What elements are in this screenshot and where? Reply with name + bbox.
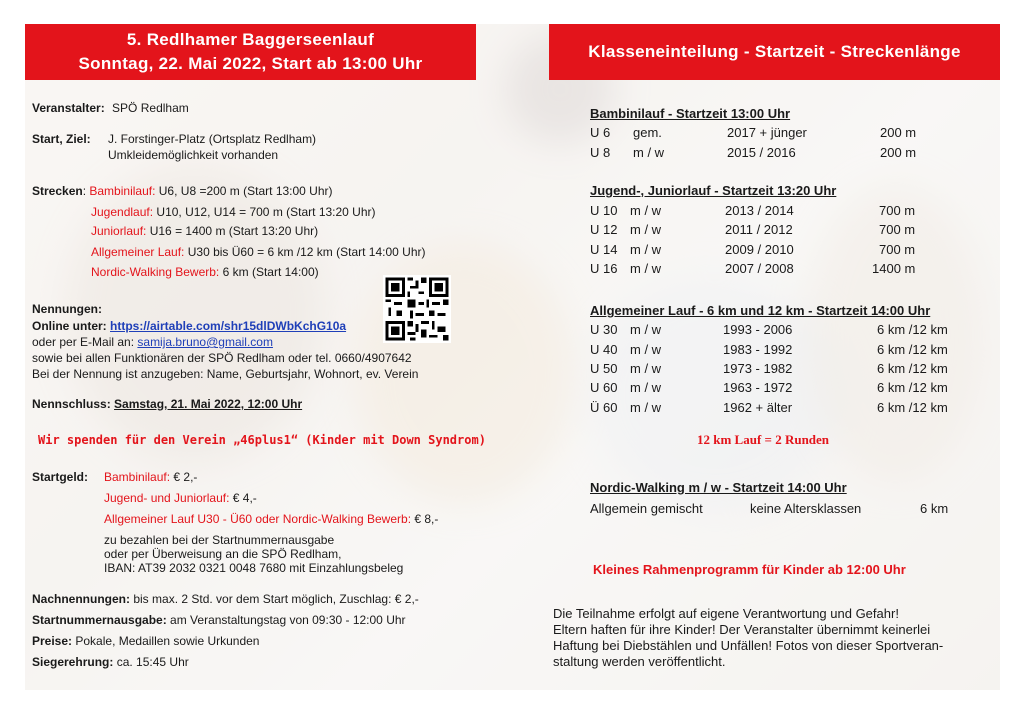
disclaimer-line1: Die Teilnahme erfolgt auf eigene Verantwortung und Gefahr! [553, 606, 899, 621]
class-cell: U 30 [590, 322, 618, 337]
online-row [32, 319, 346, 333]
startgeld-row-1 [104, 491, 257, 505]
startgeld-note2: oder per Überweisung an die SPÖ Redlham, [104, 547, 342, 561]
event-title: 5. Redlhamer Baggerseenlauf [126, 30, 375, 49]
strecke-detail: U30 bis Ü60 = 6 km /12 km (Start 14:00 Uhr) [187, 245, 426, 259]
preise-value: Pokale, Medaillen sowie Urkunden [75, 634, 260, 648]
table-row [590, 145, 917, 160]
class-cell: U 14 [590, 242, 618, 257]
nennschluss-row [32, 397, 302, 411]
bambini-title: Bambinilauf - Startzeit 13:00 Uhr [590, 106, 791, 121]
start-ziel-label: Start, Ziel: [32, 132, 91, 146]
startgeld-note3: IBAN: AT39 2032 0321 0048 7680 mit Einzahlungsbeleg [104, 561, 404, 575]
strecke-name: Allgemeiner Lauf: [91, 245, 185, 259]
nennungen-label: Nennungen: [32, 302, 102, 316]
runden-note: 12 km Lauf = 2 Runden [697, 432, 830, 447]
jugend-title: Jugend-, Juniorlauf - Startzeit 13:20 Uhr [590, 183, 837, 198]
table-row [590, 380, 948, 395]
class-cell: U 8 [590, 145, 611, 160]
nachnennungen-value: bis max. 2 Std. vor dem Start möglich, Zuschlag: € 2,- [133, 592, 419, 606]
veranstalter-value: SPÖ Redlham [112, 101, 189, 115]
nennschluss-value: Samstag, 21. Mai 2022, 12:00 Uhr [114, 397, 303, 411]
sex-cell: m / w [630, 380, 662, 395]
class-cell: U 16 [590, 261, 618, 276]
startnummernausgabe-row [32, 613, 406, 627]
funktionaere-line: sowie bei allen Funktionären der SPÖ Redlham oder tel. 0660/4907642 [32, 351, 412, 365]
sex-cell: gem. [633, 125, 662, 140]
siegerehrung-value: ca. 15:45 Uhr [116, 655, 189, 669]
distance-cell: 700 m [879, 222, 916, 237]
distance-cell: 6 km /12 km [877, 380, 948, 395]
online-label: Online unter: [32, 319, 107, 333]
disclaimer-line2: Eltern haften für ihre Kinder! Der Veranstalter übernimmt keinerlei [553, 622, 931, 637]
startnummernausgabe-value: am Veranstaltungstag von 09:30 - 12:00 Uhr [170, 613, 406, 627]
sex-cell: m / w [630, 203, 662, 218]
strecken-row-4 [91, 265, 319, 279]
angaben-line: Bei der Nennung ist anzugeben: Name, Geburtsjahr, Wohnort, ev. Verein [32, 367, 419, 381]
registration-qr-code[interactable] [383, 275, 451, 343]
strecke-name: Bambinilauf: [89, 184, 156, 198]
startgeld-name: Jugend- und Juniorlauf: [104, 491, 230, 505]
preise-row [32, 634, 259, 648]
veranstalter-label: Veranstalter: [32, 101, 105, 115]
sex-cell: m / w [630, 400, 662, 415]
table-row [590, 322, 948, 337]
strecken-row-3 [91, 245, 426, 259]
table-row [590, 222, 916, 237]
strecken-row-1 [91, 205, 376, 219]
class-cell: U 50 [590, 361, 618, 376]
event-title-banner [25, 24, 476, 80]
nachnennungen-label: Nachnennungen: [32, 592, 130, 606]
siegerehrung-label: Siegerehrung: [32, 655, 114, 669]
sex-cell: m / w [633, 145, 665, 160]
class-cell: U 6 [590, 125, 611, 140]
registration-link[interactable]: https://airtable.com/shr15dlDWbKchG10a [110, 319, 347, 333]
years-cell: 2015 / 2016 [727, 145, 796, 160]
class-cell: U 10 [590, 203, 618, 218]
distance-cell: 200 m [880, 125, 917, 140]
nachnennungen-row [32, 592, 419, 606]
table-row [590, 342, 948, 357]
table-row [590, 242, 916, 257]
table-row [590, 203, 916, 218]
strecke-name: Nordic-Walking Bewerb: [91, 265, 220, 279]
distance-cell: 700 m [879, 203, 916, 218]
startgeld-row-0 [104, 470, 197, 484]
table-row [590, 361, 948, 376]
distance-cell: 6 km /12 km [877, 322, 948, 337]
strecke-name: Jugendlauf: [91, 205, 154, 219]
startgeld-name: Allgemeiner Lauf U30 - Ü60 oder Nordic-Walking Bewerb: [104, 512, 412, 526]
nordic-distance-cell: 6 km [920, 501, 949, 516]
spende-note: Wir spenden für den Verein „46plus1“ (Kinder mit Down Syndrom) [38, 433, 486, 447]
table-row [590, 125, 917, 140]
distance-cell: 6 km /12 km [877, 361, 948, 376]
email-text: oder per E-Mail an: [32, 335, 135, 349]
distance-cell: 200 m [880, 145, 917, 160]
strecke-detail: 6 km (Start 14:00) [222, 265, 319, 279]
years-cell: 2017 + jünger [727, 125, 807, 140]
distance-cell: 700 m [879, 242, 916, 257]
table-row [590, 261, 916, 276]
class-cell: Ü 60 [590, 400, 618, 415]
start-ziel-line1: J. Forstinger-Platz (Ortsplatz Redlham) [108, 132, 317, 146]
years-cell: 1973 - 1982 [723, 361, 793, 376]
startnummernausgabe-label: Startnummernausgabe: [32, 613, 167, 627]
siegerehrung-row [32, 655, 189, 669]
event-date: Sonntag, 22. Mai 2022, Start ab 13:00 Uhr [78, 54, 423, 73]
strecke-detail: U6, U8 =200 m (Start 13:00 Uhr) [158, 184, 333, 198]
table-row [590, 400, 948, 415]
startgeld-price: € 4,- [232, 491, 257, 505]
startgeld-label: Startgeld: [32, 470, 89, 484]
nennschluss-label: Nennschluss: [32, 397, 111, 411]
email-row [32, 335, 273, 349]
class-cell: U 40 [590, 342, 618, 357]
sex-cell: m / w [630, 261, 662, 276]
class-table-title: Klasseneinteilung - Startzeit - Streckenlänge [588, 42, 961, 61]
sex-cell: m / w [630, 361, 662, 376]
rahmenprogramm-note: Kleines Rahmenprogramm für Kinder ab 12:00 Uhr [593, 562, 906, 577]
class-cell: U 60 [590, 380, 618, 395]
veranstalter-row [32, 101, 189, 115]
strecke-detail: U10, U12, U14 = 700 m (Start 13:20 Uhr) [156, 205, 376, 219]
sex-cell: m / w [630, 322, 662, 337]
distance-cell: 6 km /12 km [877, 342, 948, 357]
preise-label: Preise: [32, 634, 73, 648]
nordic-title: Nordic-Walking m / w - Startzeit 14:00 Uhr [590, 480, 847, 495]
class-cell: U 12 [590, 222, 618, 237]
sex-cell: m / w [630, 242, 662, 257]
nordic-category-cell: Allgemein gemischt [590, 501, 703, 516]
years-cell: 1963 - 1972 [723, 380, 793, 395]
strecke-detail: U16 = 1400 m (Start 13:20 Uhr) [149, 224, 319, 238]
startgeld-note1: zu bezahlen bei der Startnummernausgabe [104, 533, 335, 547]
years-cell: 2011 / 2012 [725, 222, 793, 237]
years-cell: 2013 / 2014 [725, 203, 794, 218]
strecken-label: Strecken [32, 184, 83, 198]
years-cell: 1983 - 1992 [723, 342, 793, 357]
startgeld-price: € 2,- [173, 470, 198, 484]
years-cell: 2009 / 2010 [725, 242, 794, 257]
distance-cell: 6 km /12 km [877, 400, 948, 415]
sex-cell: m / w [630, 342, 662, 357]
strecke-name: Juniorlauf: [91, 224, 147, 238]
email-link[interactable]: samija.bruno@gmail.com [137, 335, 273, 349]
years-cell: 1962 + älter [723, 400, 793, 415]
years-cell: 2007 / 2008 [725, 261, 794, 276]
allgemein-title: Allgemeiner Lauf - 6 km und 12 km - Startzeit 14:00 Uhr [590, 303, 931, 318]
startgeld-price: € 8,- [414, 512, 439, 526]
disclaimer-line3: Haftung bei Diebstählen und Unfällen! Fotos von dieser Sportveran- [553, 638, 944, 653]
startgeld-name: Bambinilauf: [104, 470, 171, 484]
start-ziel-line2: Umkleidemöglichkeit vorhanden [108, 148, 279, 162]
class-table-banner [549, 24, 1000, 80]
strecken-row-2 [91, 224, 318, 238]
startgeld-row-2 [104, 512, 438, 526]
strecken-row-0: Strecken: Bambinilauf: U6, U8 =200 m (Start 13:00 Uhr) [32, 184, 333, 198]
years-cell: 1993 - 2006 [723, 322, 793, 337]
disclaimer-line4: staltung werden veröffentlicht. [553, 654, 726, 669]
table-row [590, 501, 949, 516]
distance-cell: 1400 m [872, 261, 916, 276]
nordic-classes-cell: keine Altersklassen [750, 501, 862, 516]
sex-cell: m / w [630, 222, 662, 237]
